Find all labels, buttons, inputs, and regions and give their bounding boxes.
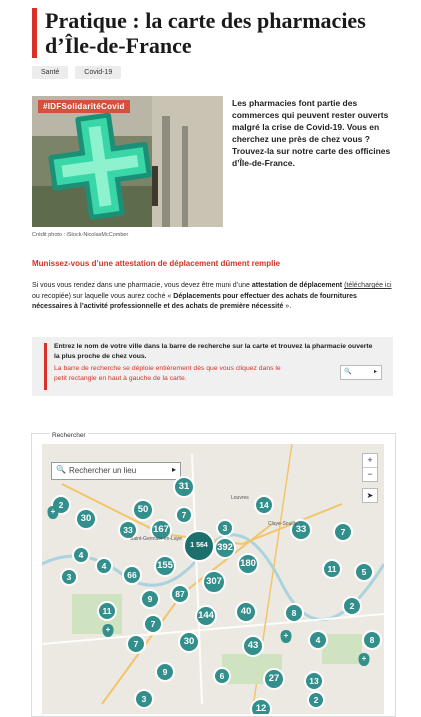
pharmacy-cluster[interactable]: 307 [202,570,226,594]
pharmacy-cluster[interactable]: 180 [237,553,259,575]
search-icon: 🔍 [56,465,66,474]
pharmacy-pin-icon[interactable]: + [359,653,370,666]
pharmacy-cluster[interactable]: 12 [250,698,272,714]
mini-search-icon: 🔍 [344,369,352,375]
pharmacy-cluster[interactable]: 3 [60,568,78,586]
para-text-2: ou recopiée) sur laquelle vous aurez coché « [32,292,174,300]
map-town-label: Claye-Souilly [268,521,298,527]
pharmacy-cluster[interactable]: 7 [126,634,146,654]
download-link[interactable]: (téléchargée ici [344,282,392,289]
para-text-3: ». [283,303,292,310]
pharmacy-cluster[interactable]: 167 [150,519,172,541]
pharmacy-cluster[interactable]: 1 564 [183,530,215,562]
callout-note: La barre de recherche se déploie entièrement dès que vous cliquez dans le petit rectangle en haut à gauche de la carte. [54,365,281,382]
pharmacy-cluster[interactable]: 31 [173,476,195,498]
pharmacy-cluster[interactable]: 14 [254,495,274,515]
article-photo [32,96,223,227]
tag-sante[interactable]: Santé [32,66,68,79]
pharmacy-cluster[interactable]: 4 [308,630,328,650]
pharmacy-cluster[interactable]: 43 [242,635,264,657]
pharmacy-cluster[interactable]: 33 [118,520,138,540]
pharmacy-cluster[interactable]: 27 [263,668,285,690]
article-paragraph [32,281,392,313]
pharmacy-cluster[interactable]: 8 [362,630,382,650]
pharmacy-cluster[interactable]: 4 [72,546,90,564]
callout-instruction: Entrez le nom de votre ville dans la barre de recherche sur la carte et trouvez la pharmacie ouverte la plus proche de chez vous. [54,343,373,360]
article-lead: Les pharmacies font partie des commerces qui peuvent rester ouverts malgré la crise de Covid-19. Vous en cherchez une près de chez vous ? Trouvez-la sur notre carte des officines d’Île-de-France. [232,98,391,168]
page-title: Pratique : la carte des pharmacies d’Île-de-France [45,8,366,58]
mini-chevron-icon: ▸ [373,369,377,375]
pharmacy-cluster[interactable]: 4 [95,557,113,575]
chevron-right-icon[interactable]: ▸ [171,465,176,474]
map-frame [31,433,396,717]
mini-search-widget [340,365,382,380]
pharmacy-cluster[interactable]: 392 [214,537,236,559]
pharmacy-cluster[interactable]: 11 [322,559,342,579]
pharmacy-map[interactable] [42,444,384,714]
photo-credit: Crédit photo : iStock-NicolasMcComber [32,232,129,238]
pharmacy-cluster[interactable]: 7 [143,614,163,634]
pharmacy-cluster[interactable]: 7 [333,522,353,542]
pharmacy-pin-icon[interactable]: + [103,624,114,637]
pharmacy-cluster[interactable]: 50 [132,499,154,521]
pharmacy-cluster[interactable]: 13 [304,671,324,691]
pharmacy-cluster[interactable]: 2 [307,691,325,709]
pharmacy-cluster[interactable]: 2 [51,495,71,515]
pharmacy-cluster[interactable]: 5 [354,562,374,582]
zoom-control [362,453,378,482]
map-search-placeholder: Rechercher un lieu [69,466,137,475]
instruction-callout [32,337,393,396]
tag-list [32,66,121,79]
pharmacy-cluster[interactable]: 11 [97,601,117,621]
tag-covid[interactable]: Covid-19 [75,66,121,79]
pharmacy-cross-image [32,96,223,227]
para-bold-deplacements: Déplacements pour effectuer des achats de fournitures nécessaires à l’activité professionnelle et des achats de première nécessité [32,292,357,310]
map-search-box[interactable] [51,462,181,480]
pharmacy-pin-icon[interactable]: + [48,506,59,519]
para-text-1: Si vous vous rendez dans une pharmacie, vous devez être muni d’une [32,282,252,289]
pharmacy-cluster[interactable]: 33 [290,519,312,541]
map-search-label: Rechercher [52,432,86,439]
pharmacy-cluster[interactable]: 2 [342,596,362,616]
pharmacy-cluster[interactable]: 3 [216,519,234,537]
pharmacy-cluster[interactable]: 30 [75,508,97,530]
zoom-in-button[interactable]: + [363,454,377,468]
section-subheading: Munissez-vous d’une attestation de déplacement dûment remplie [32,259,281,268]
map-town-label: Saint-Germain-en-Laye [130,536,182,542]
pharmacy-cluster[interactable]: 66 [122,565,142,585]
locate-button[interactable]: ➤ [362,488,378,503]
pharmacy-cluster[interactable]: 3 [134,689,154,709]
pharmacy-cluster[interactable]: 40 [235,601,257,623]
pharmacy-pin-icon[interactable]: + [281,630,292,643]
pharmacy-cluster[interactable]: 144 [195,605,217,627]
zoom-out-button[interactable]: − [367,469,373,479]
pharmacy-cluster[interactable]: 87 [170,584,190,604]
pharmacy-cluster[interactable]: 9 [155,662,175,682]
article-title-block [32,8,415,58]
para-bold-attestation: attestation de déplacement [251,282,343,289]
photo-hashtag-banner: #IDFSolidaritéCovid [38,100,130,113]
pharmacy-cluster[interactable]: 7 [175,506,193,524]
pharmacy-cluster[interactable]: 8 [284,603,304,623]
pharmacy-cluster[interactable]: 6 [213,667,231,685]
map-town-label: Louvres [231,495,249,501]
pharmacy-cluster[interactable]: 30 [178,631,200,653]
callout-accent-bar [44,343,47,390]
pharmacy-cluster[interactable]: 9 [140,589,160,609]
pharmacy-cluster[interactable]: 155 [154,555,176,577]
